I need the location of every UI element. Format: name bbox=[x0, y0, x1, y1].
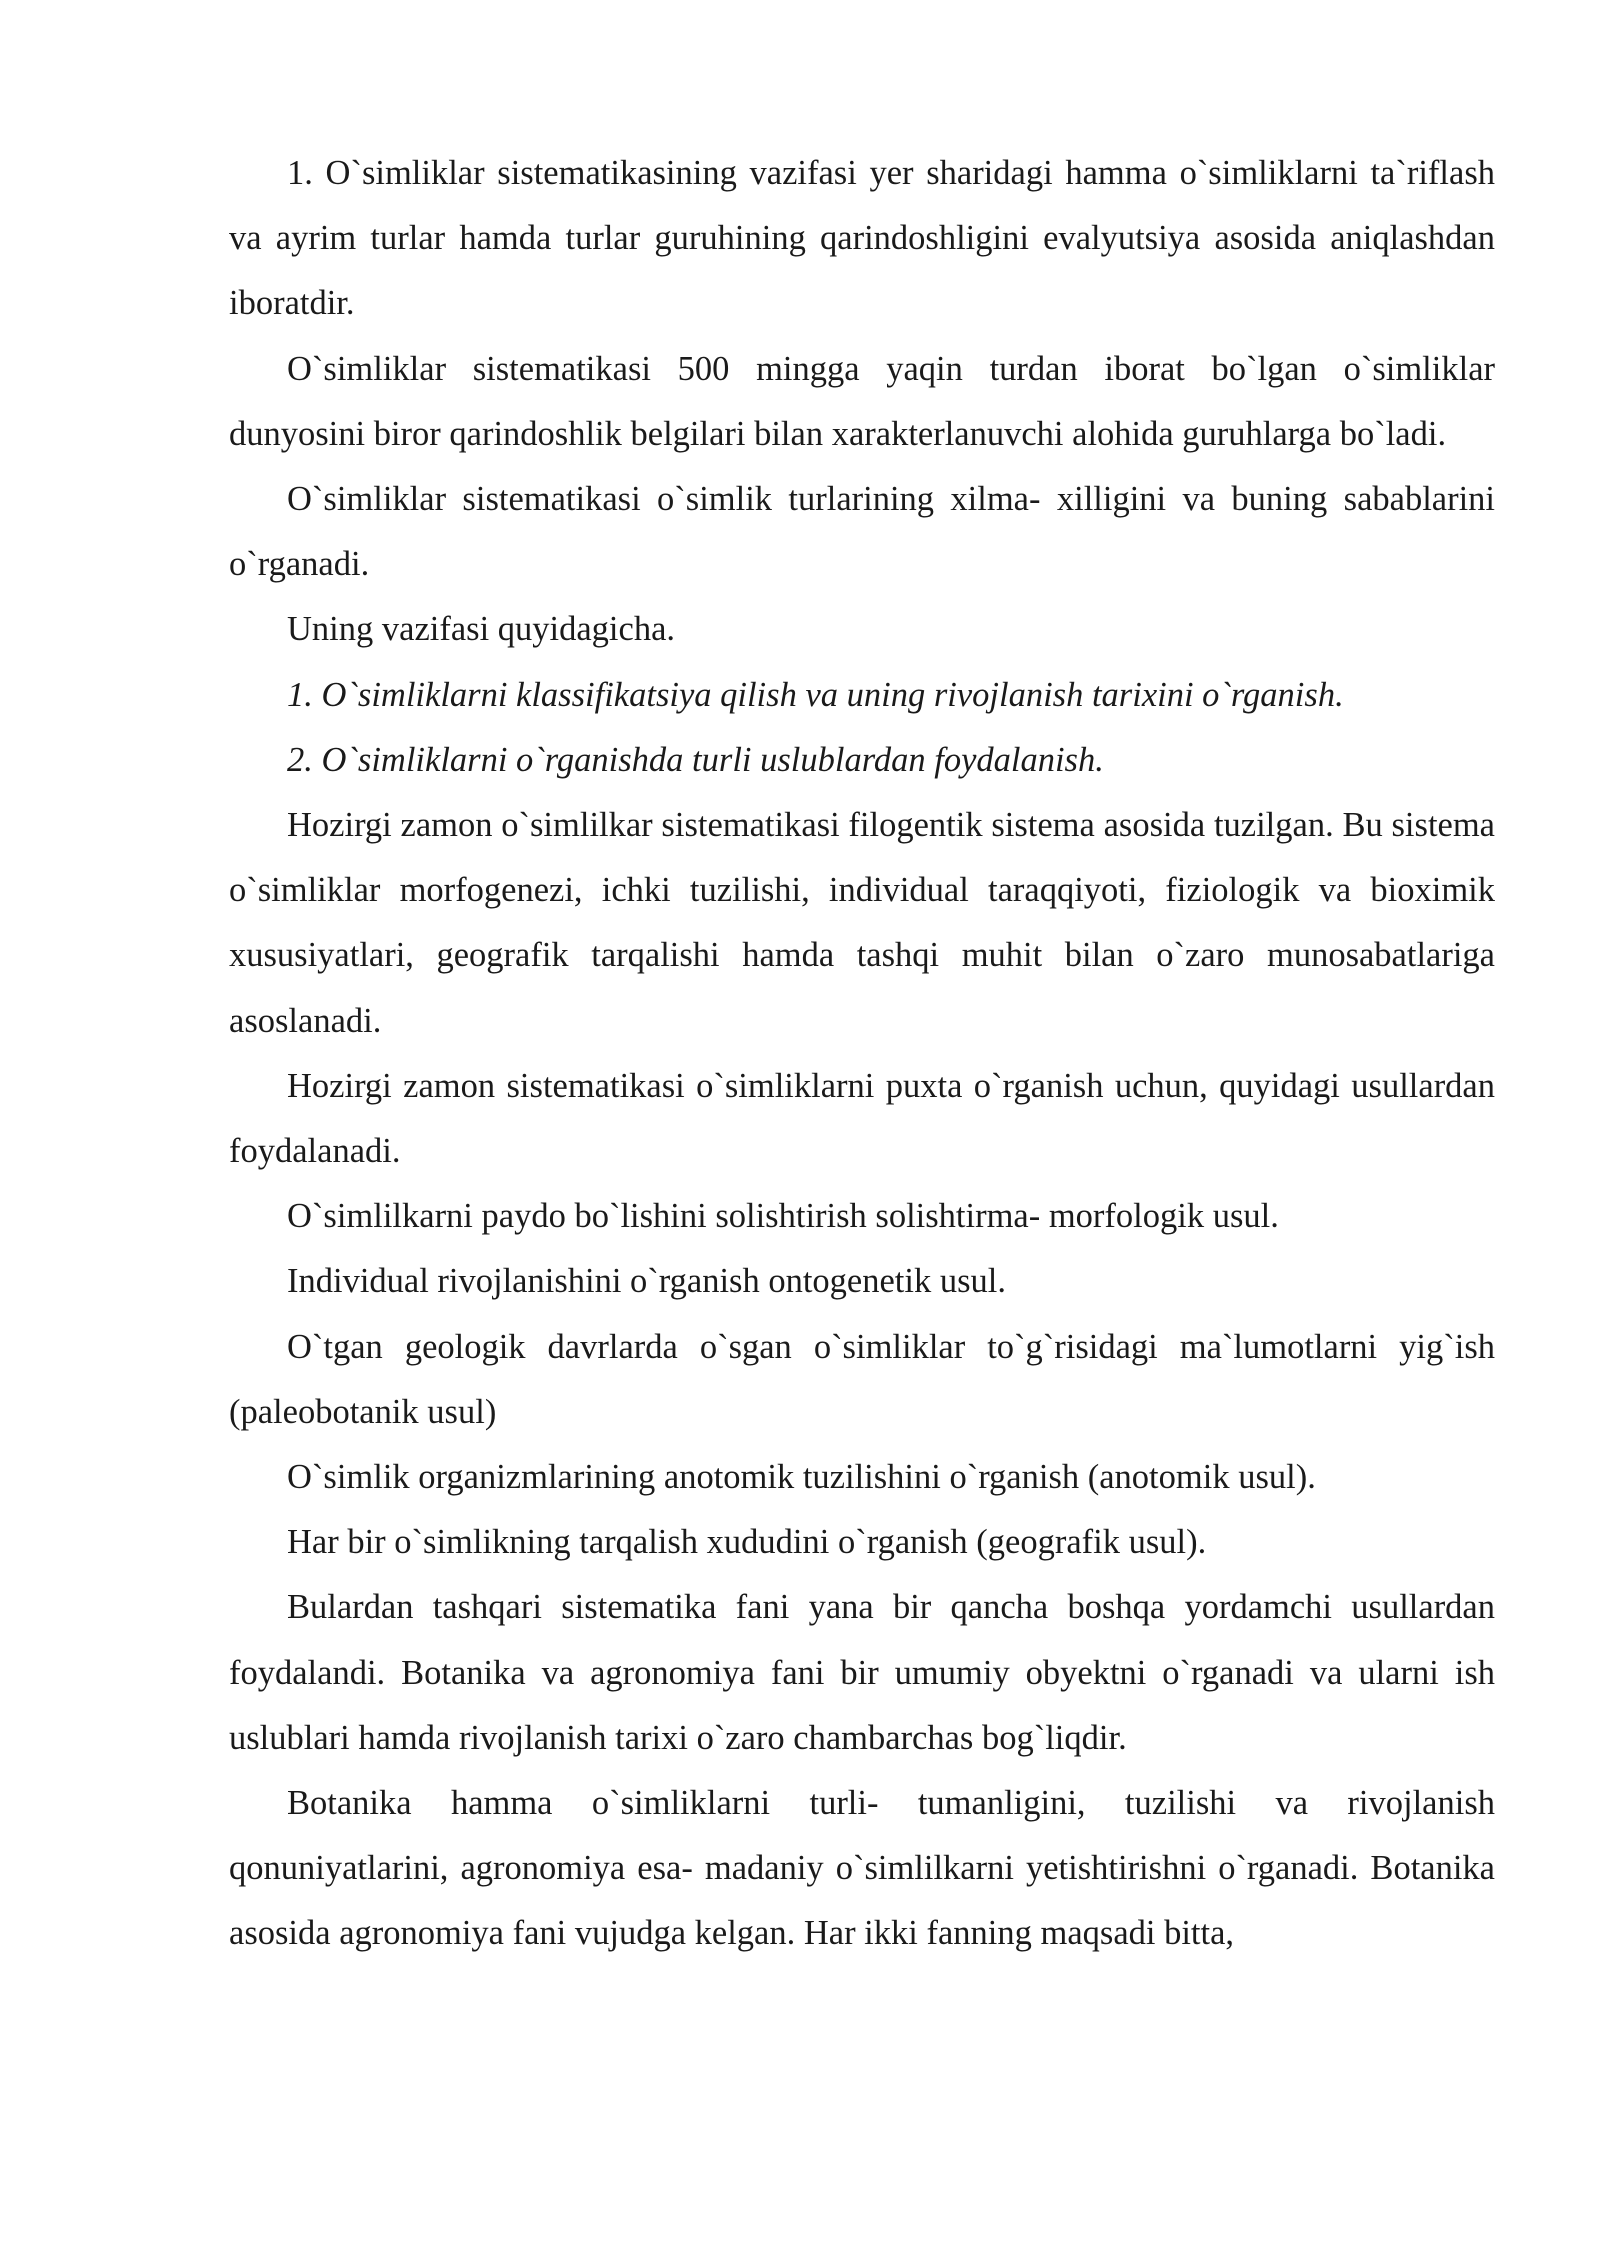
paragraph-2: O`simliklar sistematikasi 500 mingga yaqin turdan iborat bo`lgan o`simliklar dunyosini biror qarindoshlik belgilari bilan xarakterlanuvchi alohida guruhlarga bo`ladi. bbox=[229, 349, 1495, 453]
paragraph-15: Botanika hamma o`simliklarni turli- tumanligini, tuzilishi va rivojlanish qonuniyatlarini, agronomiya esa- madaniy o`simlilkarni yetishtirishni o`rganadi. Botanika asosida agronomiya fani vujudga kelgan. Har ikki fanning maqsadi bitta, bbox=[229, 1784, 1495, 1953]
paragraph-8: Hozirgi zamon sistematikasi o`simliklarni puxta o`rganish uchun, quyidagi usullardan foydalanadi. bbox=[229, 1066, 1495, 1171]
paragraph-14: Bulardan tashqari sistematika fani yana bir qancha boshqa yordamchi usullardan foydalandi. Botanika va agronomiya fani bir umumiy obyektni o`rganadi va ularni ish uslublari hamda rivojlanish tarixi o`zaro chambarchas bog`liqdir. bbox=[229, 1588, 1495, 1757]
document-body bbox=[229, 141, 1495, 1967]
paragraph-13: Har bir o`simlikning tarqalish xududini o`rganish (geografik usul). bbox=[287, 1523, 1207, 1562]
paragraph-4: Uning vazifasi quyidagicha. bbox=[287, 610, 676, 649]
paragraph-5-list-item: 1. O`simliklarni klassifikatsiya qilish va uning rivojlanish tarixini o`rganish. bbox=[287, 675, 1344, 714]
paragraph-6-list-item: 2. O`simliklarni o`rganishda turli uslublardan foydalanish. bbox=[287, 740, 1104, 779]
paragraph-12: O`simlik organizmlarining anotomik tuzilishini o`rganish (anotomik usul). bbox=[287, 1458, 1316, 1497]
paragraph-1: 1. O`simliklar sistematikasining vazifasi yer sharidagi hamma o`simliklarni ta`riflash va ayrim turlar hamda turlar guruhining qarindoshligini evalyutsiya asosida aniqlashdan iboratdir. bbox=[229, 154, 1495, 323]
paragraph-10: Individual rivojlanishini o`rganish ontogenetik usul. bbox=[287, 1262, 1006, 1301]
paragraph-3: O`simliklar sistematikasi o`simlik turlarining xilma- xilligini va buning sabablarini o`rganadi. bbox=[229, 480, 1495, 584]
paragraph-7: Hozirgi zamon o`simlilkar sistematikasi filogentik sistema asosida tuzilgan. Bu sistema o`simliklar morfogenezi, ichki tuzilishi, individual taraqqiyoti, fiziologik va bioximik xususiyatlari, geografik tarqalishi hamda tashqi muhit bilan o`zaro munosabatlariga asoslanadi. bbox=[229, 806, 1495, 1040]
paragraph-11: O`tgan geologik davrlarda o`sgan o`simliklar to`g`risidagi ma`lumotlarni yig`ish (paleobotanik usul) bbox=[229, 1327, 1495, 1431]
paragraph-9: O`simlilkarni paydo bo`lishini solishtirish solishtirma- morfologik usul. bbox=[287, 1197, 1279, 1236]
